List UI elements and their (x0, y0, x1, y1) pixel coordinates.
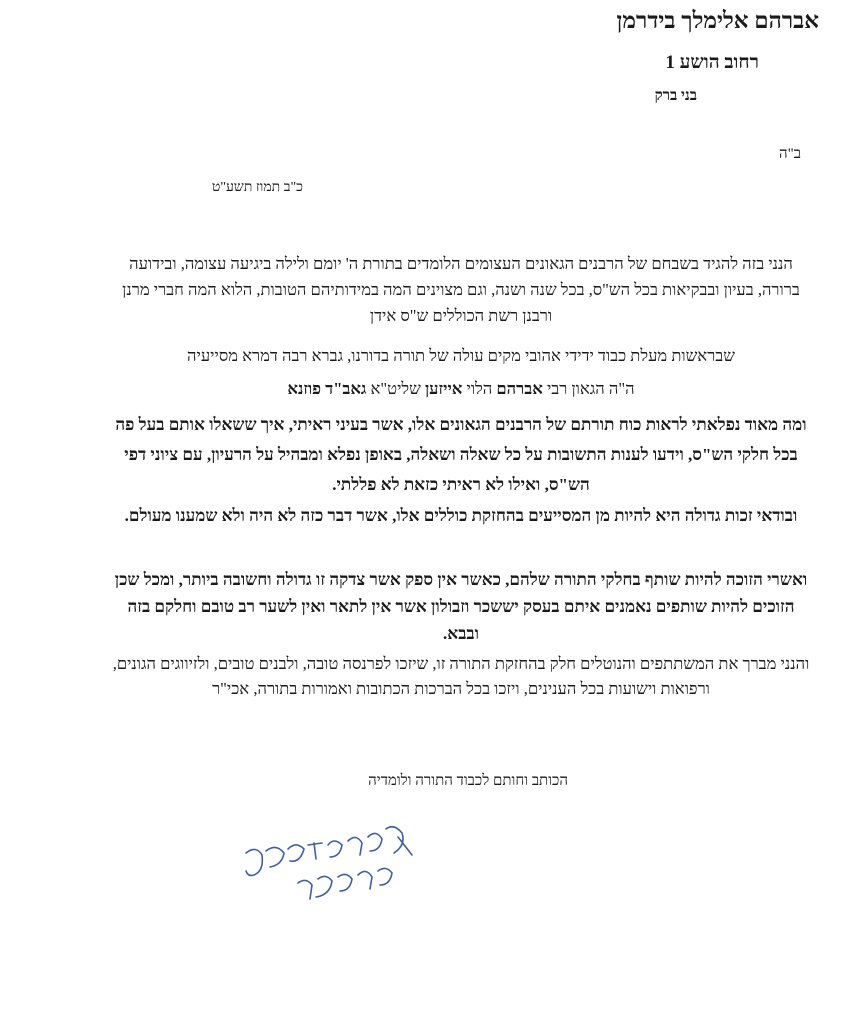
paragraph-merit: ובודאי זכות גדולה היא להיות מן המסייעים בהחזקת כוללים אלו, אשר דבר כזה לא היה ולא שמענו מעולם. (124, 506, 798, 525)
rabbi-prefix: ה"ה הגאון רבי (542, 379, 635, 398)
letterhead-city: בני ברק (654, 88, 697, 104)
letterhead-street: רחוב הושע 1 (665, 52, 759, 73)
rabbi-title-sep: שליט"א (366, 379, 425, 398)
letter-date: כ"ב תמוז תשע"ט (211, 180, 303, 195)
rabbi-first-name: אברהם (496, 379, 543, 398)
rabbi-title: גאב"ד פוזנא (287, 379, 367, 398)
rabbi-last-name: אייזען (424, 379, 463, 398)
handwritten-signature (236, 815, 426, 915)
rabbi-mid: הלוי (462, 379, 497, 398)
paragraph-wonder: ומה מאוד נפלאתי לראות כוח תורתם של הרבנים הגאונים אלו, אשר בעיני ראיתי, איך ששאלו אותם בעל פה בכל חלקי הש"ס, וידעו לענות התשובות על כל שאלה ושאלה, באופן נפלא ומבהיל על הרעיון, עם ציוני דפי הש"ס, ואילו לא ראיתי כזאת לא פללתי. (115, 415, 807, 494)
paragraph-leadership: שבראשות מעלת כבוד ידידי אהובי מקים עולה של תורה בדורנו, גברא רבה דמרא מסייעיה (187, 346, 735, 365)
paragraph-rabbi-name (111, 376, 811, 402)
closing-line: הכותב וחותם לכבוד התורה ולומדיה (368, 773, 568, 789)
paragraph-partnership: ואשרי הזוכה להיות שותף בחלקי התורה שלהם, כאשר אין ספק אשר צדקה זו גדולה וחשובה ביותר, ומכל שכן הזוכים להיות שותפים נאמנים איתם בעסק יששכר וזבולון אשר אין לתאר ואין לשער רב טובם וחלקם בזה ובבא. (114, 570, 808, 643)
bh-mark: ב"ה (779, 146, 801, 162)
paragraph-blessing: והנני מברך את המשתתפים והנוטלים חלק בהחזקת התורה זו, שיזכו לפרנסה טובה, ולבנים טובים, ולזיווגים הגונים, ורפואות וישועות בכל הענינים, ויזכו בכל הברכות הכתובות ואמורות בתורה, אכי"ר (112, 654, 810, 698)
letterhead-name: אברהם אלימלך בידרמן (616, 8, 819, 33)
paragraph-praise: הנני בזה להגיד בשבחם של הרבנים הגאונים העצומים הלומדים בתורת ה' יומם ולילה ביגיעה עצומה, ובידועה ברורה, בעיון ובבקיאות בכל הש"ס, בכל שנה ושנה, וגם מצוינים המה במידותיהם הטובות, הלוא המה חברי מרנן ורבנן רשת הכוללים ש"ס אידן (122, 254, 800, 325)
